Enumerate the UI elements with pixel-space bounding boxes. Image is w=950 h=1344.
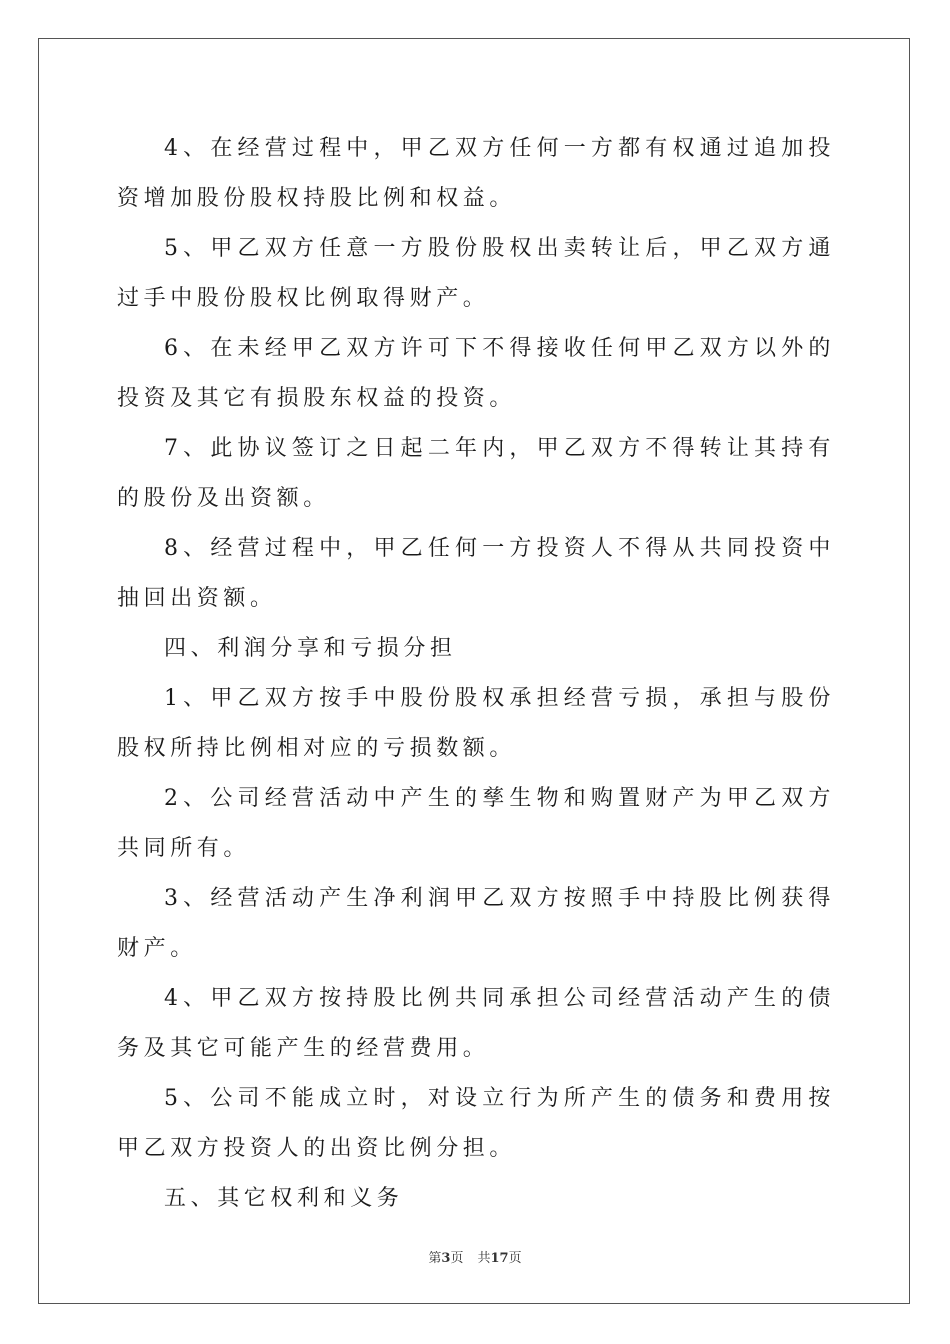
clause-paragraph: 2、公司经营活动中产生的孳生物和购置财产为甲乙双方共同所有。 [117,786,835,861]
page-total: 17 [490,1251,509,1266]
clause-paragraph: 1、甲乙双方按手中股份股权承担经营亏损，承担与股份股权所持比例相对应的亏损数额。 [117,686,835,761]
clause-paragraph: 4、甲乙双方按持股比例共同承担公司经营活动产生的债务及其它可能产生的经营费用。 [117,986,835,1061]
clause-paragraph: 5、公司不能成立时，对设立行为所产生的债务和费用按甲乙双方投资人的出资比例分担。 [117,1086,835,1161]
page-current: 3 [441,1251,451,1266]
section-heading: 五、其它权利和义务 [164,1186,404,1211]
clause-paragraph: 8、经营过程中，甲乙任何一方投资人不得从共同投资中抽回出资额。 [117,536,835,611]
clause-paragraph: 4、在经营过程中，甲乙双方任何一方都有权通过追加投资增加股份股权持股比例和权益。 [117,136,835,211]
clause-paragraph: 3、经营活动产生净利润甲乙双方按照手中持股比例获得财产。 [117,886,835,961]
document-body [117,124,835,1224]
clause-paragraph: 7、此协议签订之日起二年内，甲乙双方不得转让其持有的股份及出资额。 [117,436,835,511]
total-prefix: 共 [477,1251,491,1266]
page-prefix: 第 [428,1251,442,1266]
total-suffix: 页 [508,1251,522,1266]
page-footer [0,1247,950,1266]
page-suffix: 页 [450,1251,464,1266]
clause-paragraph: 5、甲乙双方任意一方股份股权出卖转让后，甲乙双方通过手中股份股权比例取得财产。 [117,236,835,311]
clause-paragraph: 6、在未经甲乙双方许可下不得接收任何甲乙双方以外的投资及其它有损股东权益的投资。 [117,336,835,411]
section-heading: 四、利润分享和亏损分担 [164,636,457,661]
